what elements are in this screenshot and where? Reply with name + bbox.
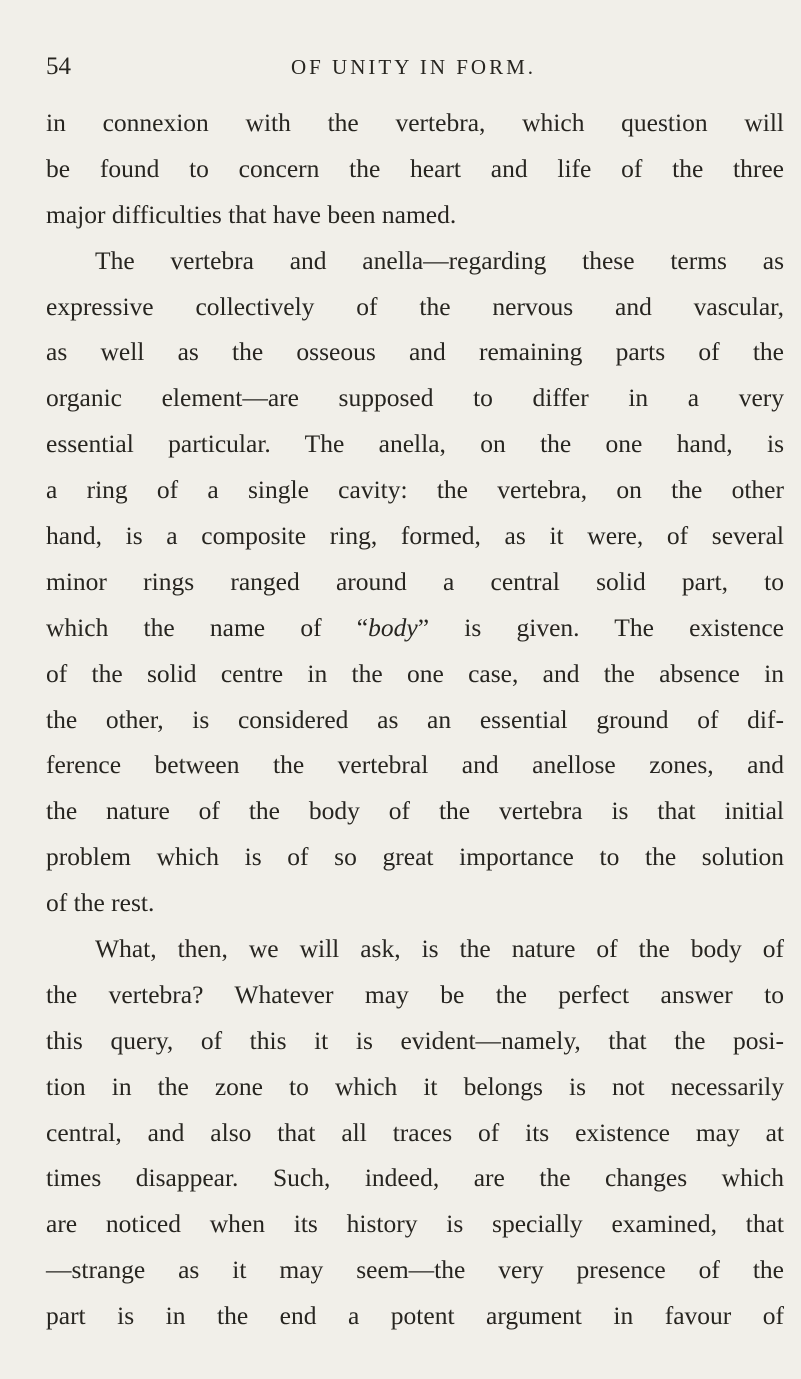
text-line: the other, is considered as an essential ground of dif- <box>46 704 784 734</box>
text-line: be found to concern the heart and life of the three <box>46 153 784 183</box>
text-line: tion in the zone to which it belongs is not necessarily <box>46 1071 784 1101</box>
text-line: minor rings ranged around a central solid part, to <box>46 566 784 596</box>
body-text <box>46 100 784 1339</box>
text-line-with-italic <box>46 605 784 651</box>
text-line: major difficulties that have been named. <box>46 199 457 229</box>
text-segment: which the name of “ <box>46 612 369 642</box>
text-line: this query, of this it is evident—namely, that the posi- <box>46 1025 784 1055</box>
text-line: the vertebra? Whatever may be the perfect answer to <box>46 979 784 1009</box>
text-line: What, then, we will ask, is the nature of the body of <box>95 934 784 964</box>
text-line: as well as the osseous and remaining parts of the <box>46 337 784 367</box>
text-line: —strange as it may seem—the very presence of the <box>46 1255 784 1285</box>
text-line: of the solid centre in the one case, and the absence in <box>46 658 784 688</box>
text-line: times disappear. Such, indeed, are the changes which <box>46 1163 784 1193</box>
text-line: are noticed when its history is specially examined, that <box>46 1209 784 1239</box>
text-line: the nature of the body of the vertebra is that initial <box>46 796 784 826</box>
running-header <box>46 52 781 82</box>
text-line: central, and also that all traces of its existence may at <box>46 1117 784 1147</box>
text-line: hand, is a composite ring, formed, as it were, of several <box>46 521 784 551</box>
text-line: part is in the end a potent argument in favour of <box>46 1301 784 1331</box>
page-number: 54 <box>46 53 71 80</box>
italic-term: body <box>368 612 418 642</box>
text-line: problem which is of so great importance to the solution <box>46 842 784 872</box>
text-line: in connexion with the vertebra, which question will <box>46 108 784 137</box>
running-title: OF UNITY IN FORM. <box>290 55 537 79</box>
text-line: of the rest. <box>46 888 155 918</box>
text-line: essential particular. The anella, on the one hand, is <box>46 429 784 459</box>
text-line: ference between the vertebral and anellose zones, and <box>46 750 784 780</box>
text-line: expressive collectively of the nervous and vascular, <box>46 291 784 321</box>
text-line: a ring of a single cavity: the vertebra, on the other <box>46 475 784 505</box>
text-line: The vertebra and anella—regarding these terms as <box>95 245 784 275</box>
text-line: organic element—are supposed to differ in a very <box>46 383 784 413</box>
text-segment: ” is given. The existence <box>417 612 784 642</box>
